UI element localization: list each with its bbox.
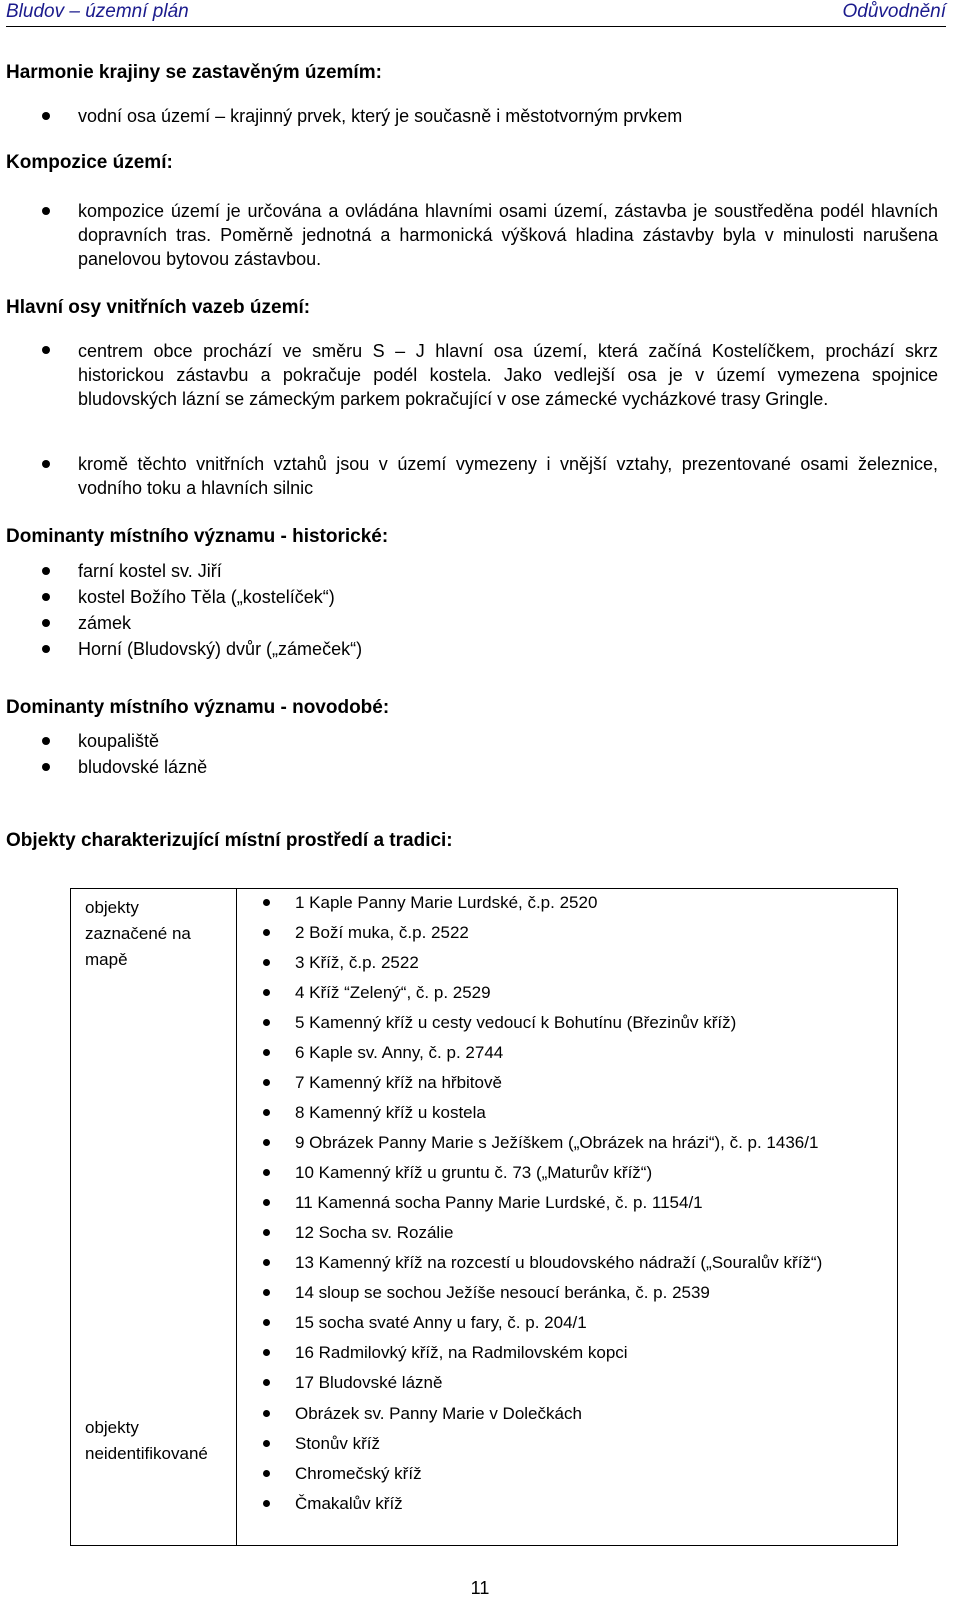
bullet [263,1379,270,1386]
page-header [6,0,946,27]
bullet [263,1410,270,1417]
bullet [263,1139,270,1146]
bullet [42,112,50,120]
bullet [42,460,50,468]
heading-dominanty-historicke: Dominanty místního významu - historické: [6,526,389,547]
bullet [263,1289,270,1296]
heading-objekty: Objekty charakterizující místní prostředí a tradici: [6,830,453,851]
bullet [263,1470,270,1477]
bullet [263,1199,270,1206]
bullet [263,1259,270,1266]
label-marked: objekty zaznačené na mapě [85,898,191,969]
list-item: koupaliště [78,731,160,751]
bullet [42,619,50,627]
label-unidentified: objekty neidentifikované [85,1418,208,1463]
bullet [263,959,270,966]
heading-harmonie: Harmonie krajiny se zastavěným územím: [6,62,382,83]
list-item: kompozice území je určována a ovládána hlavními osami území, zástavba je soustředěna podél hlavních dopravních tras. Poměrně jednotná a harmonická výšková hladina zástavby byla v minulosti narušena panelovou bytovou zástavbou. [78,201,938,269]
list-item: Horní (Bludovský) dvůr („zámeček“) [78,639,363,659]
header-title: Bludov – územní plán [6,1,189,22]
list-item: zámek [78,613,132,633]
bullet [263,899,270,906]
bullet [42,567,50,575]
heading-osy: Hlavní osy vnitřních vazeb území: [6,297,311,318]
bullet [42,763,50,771]
bullet [42,593,50,601]
objects-table [70,888,898,1546]
bullet [263,1349,270,1356]
bullet [42,346,50,354]
bullet [263,1049,270,1056]
bullet [263,929,270,936]
bullet [263,1500,270,1507]
bullet [263,1019,270,1026]
list-item: kostel Božího Těla („kostelíček“) [78,587,335,607]
bullet [263,1319,270,1326]
page-number: 11 [470,1578,490,1598]
bullet [42,207,50,215]
header-section: Odůvodnění [842,1,946,22]
label-column [71,889,237,1546]
bullet [263,1229,270,1236]
heading-dominanty-novodobe: Dominanty místního významu - novodobé: [6,697,390,718]
bullet [263,1169,270,1176]
bullet [42,645,50,653]
objects-list: 1 Kaple Panny Marie Lurdské, č.p. 2520 2 Boží muka, č.p. 2522 3 Kříž, č.p. 2522 4 Kříž “Zelený“, č. p. 2529 5 Kamenný kříž u cesty vedoucí k Bohutínu (Březinův kříž) 6 Kaple sv. Anny, č. p. 2744 7 Kamenný kříž na hřbitově 8 Kamenný kříž u kostela 9 Obrázek Panny Marie s Ježíškem („Obrázek na hrázi“), č. p. 1436/1 10 Kamenný kříž u gruntu č. 73 („Maturův kříž“) 11 Kamenná socha Panny Marie Lurdské, č. p. 1154/1 12 Socha sv. Rozálie 13 Kamenný kříž na rozcestí u bloudovského nádraží („Souralův kříž“) 14 sloup se sochou Ježíše nesoucí beránka, č. p. 2539 15 socha svaté Anny u fary, č. p. 204/1 16 Radmilovký kříž, na Radmilovském kopci 17 Bludovské lázně Obrázek sv. Panny Marie v Dolečkách Stonův kříž Chromečský kříž Čmakalův kříž [237,889,898,1546]
list-item: bludovské lázně [78,757,208,777]
bullet [263,989,270,996]
bullet [42,737,50,745]
list-item: centrem obce prochází ve směru S – J hlavní osa území, která začíná Kostelíčkem, prochází skrz historickou zástavbu a pokračuje podél kostela. Jako vedlejší osa je v území vymezena spojnice bludovských lázní se zámeckým parkem pokračující v ose zámecké vycházkové trasy Gringle. [78,341,938,409]
bullet [263,1109,270,1116]
heading-kompozice: Kompozice území: [6,152,173,173]
bullet [263,1440,270,1447]
bullet [263,1079,270,1086]
list-item: farní kostel sv. Jiří [78,561,222,581]
list-item: kromě těchto vnitřních vztahů jsou v území vymezeny i vnější vztahy, prezentované osami železnice, vodního toku a hlavních silnic [78,454,938,498]
list-item: vodní osa území – krajinný prvek, který je současně i městotvorným prvkem [78,106,683,126]
